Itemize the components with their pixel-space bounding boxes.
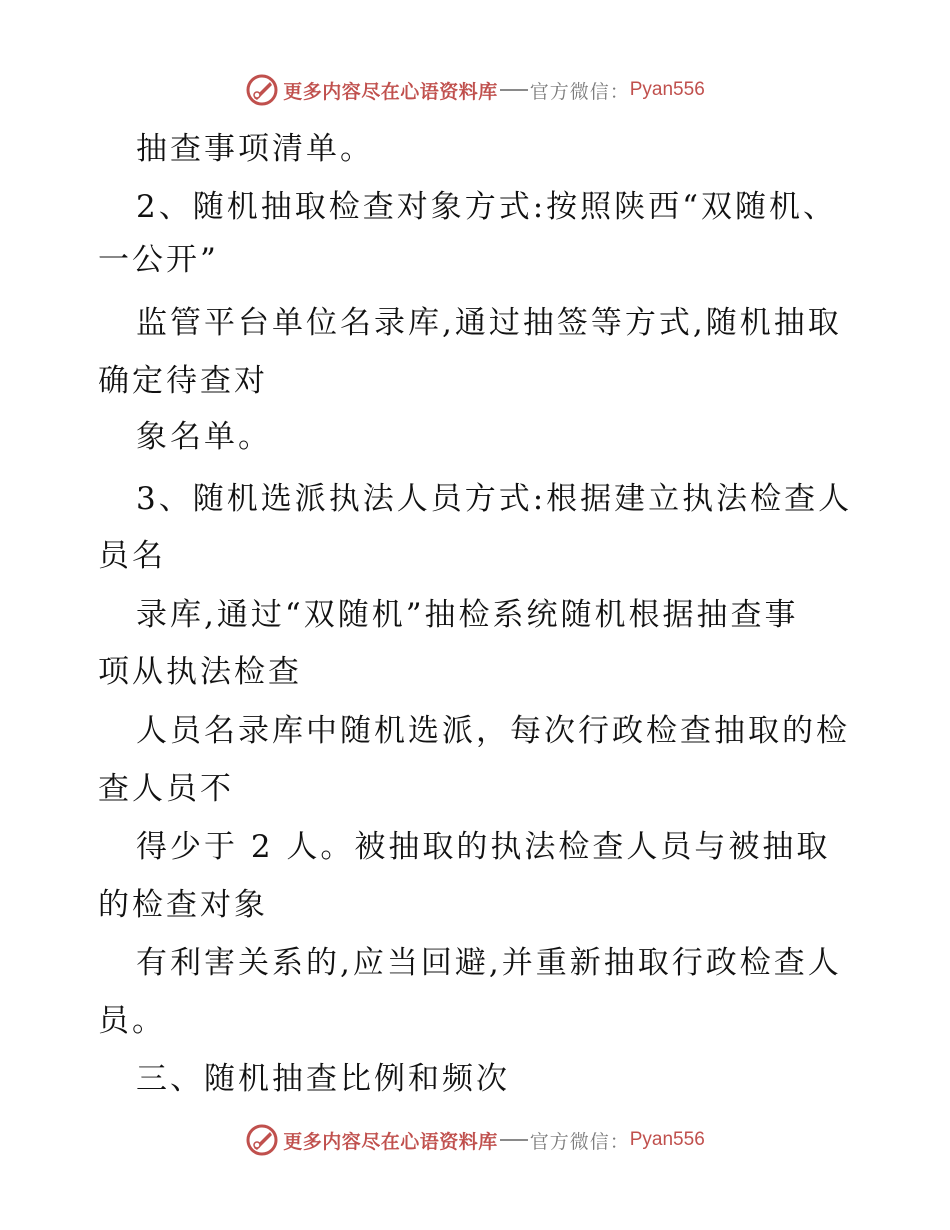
text-line: 项从执法检查 [98, 654, 302, 690]
text-line: 监管平台单位名录库,通过抽签等方式,随机抽取 [136, 305, 842, 341]
text-line: 员名 [98, 538, 166, 574]
red-quill-logo-icon [245, 1123, 279, 1157]
text-line: 一公开” [98, 242, 219, 278]
section-heading: 三、随机抽查比例和频次 [136, 1061, 510, 1097]
header-banner[interactable] [0, 70, 950, 110]
text-line: 抽查事项清单。 [136, 131, 374, 167]
text-line: 人员名录库中随机选派，每次行政检查抽取的检 [136, 713, 850, 749]
text-line: 3、随机选派执法人员方式:根据建立执法检查人 [136, 481, 853, 517]
footer-dash [500, 1139, 528, 1141]
footer-brand-text: 更多内容尽在心语资料库 [283, 1130, 498, 1153]
text-line: 录库,通过“双随机”抽检系统随机根据抽查事 [136, 597, 799, 633]
text-line: 确定待查对 [98, 363, 268, 399]
text-line: 有利害关系的,应当回避,并重新抽取行政检查人 [136, 945, 842, 981]
text-line: 的检查对象 [98, 887, 268, 923]
header-brand-text: 更多内容尽在心语资料库 [283, 80, 498, 103]
footer-wechat-id: Pyan556 [629, 1129, 705, 1150]
text-line: 员。 [98, 1003, 166, 1039]
header-dash [500, 89, 528, 91]
header-official-label: 官方微信： [529, 80, 630, 103]
text-line: 查人员不 [98, 771, 234, 807]
text-line: 得少于 2 人。被抽取的执法检查人员与被抽取 [136, 829, 831, 865]
text-line: 象名单。 [136, 419, 272, 455]
text-line: 2、随机抽取检查对象方式:按照陕西“双随机、 [136, 189, 838, 225]
header-wechat-id: Pyan556 [629, 79, 705, 100]
footer-official-label: 官方微信： [529, 1130, 630, 1153]
footer-banner[interactable] [0, 1120, 950, 1160]
red-quill-logo-icon [245, 73, 279, 107]
